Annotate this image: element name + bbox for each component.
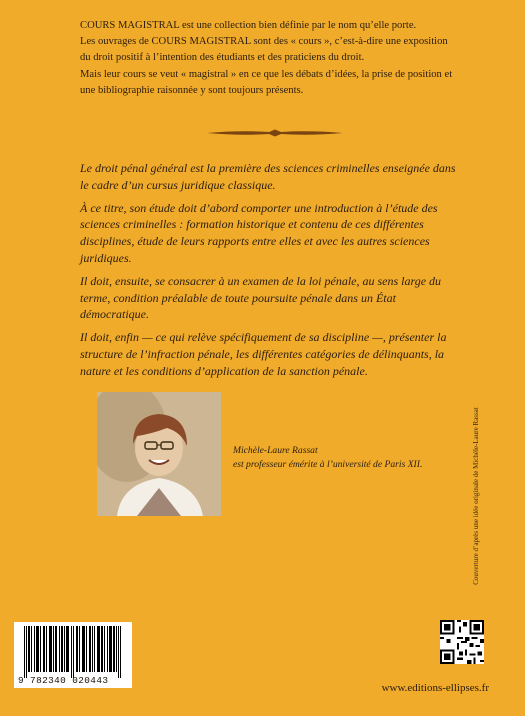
description-paragraph-3: Il doit, ensuite, se consacrer à un examen de la loi pénale, au sens large du terme, condition préalable de toute poursuite pénale dans un État démocratique. [80, 273, 442, 322]
cover-credit-text: Couverture d’après une idée originale de Michèle-Laure Rassat [472, 407, 480, 585]
author-photo [97, 392, 221, 516]
barcode-digits: 9 782340 020443 [18, 675, 109, 686]
book-description [80, 160, 460, 386]
ornamental-divider [205, 128, 345, 138]
qr-code [440, 620, 484, 664]
author-name: Michèle-Laure Rassat [233, 445, 318, 456]
author-bio: est professeur émérite à l’université de Paris XII. [233, 458, 423, 470]
description-paragraph-2: À ce titre, son étude doit d’abord comporter une introduction à l’étude des sciences criminelles : formation historique et contenu de ces différentes disciplines, étude de leurs rapports entre elles et avec les autres sciences juridiques. [80, 200, 438, 265]
publisher-website[interactable]: www.editions-ellipses.fr [381, 682, 489, 694]
description-paragraph-4: Il doit, enfin — ce qui relève spécifiquement de sa discipline —, présenter la structure de l’infraction pénale, les différentes catégories de délinquants, la nature et les conditions d’application de la sanction pénale. [80, 330, 447, 378]
cover-credit [468, 380, 484, 612]
intro-paragraph-1: COURS MAGISTRAL est une collection bien définie par le nom qu’elle porte. [80, 20, 417, 31]
intro-paragraph-2: Les ouvrages de COURS MAGISTRAL sont des « cours », c’est-à-dire une exposition du droit positif à l’intention des étudiants et des praticiens du droit. [80, 36, 448, 64]
collection-intro [80, 18, 460, 99]
author-info [233, 444, 463, 471]
intro-paragraph-3: Mais leur cours se veut « magistral » en ce que les débats d’idées, la prise de position et une bibliographie raisonnée y sont toujours présents. [80, 68, 453, 96]
description-paragraph-1: Le droit pénal général est la première des sciences criminelles enseignée dans le cadre d’un cursus juridique classique. [80, 161, 456, 192]
